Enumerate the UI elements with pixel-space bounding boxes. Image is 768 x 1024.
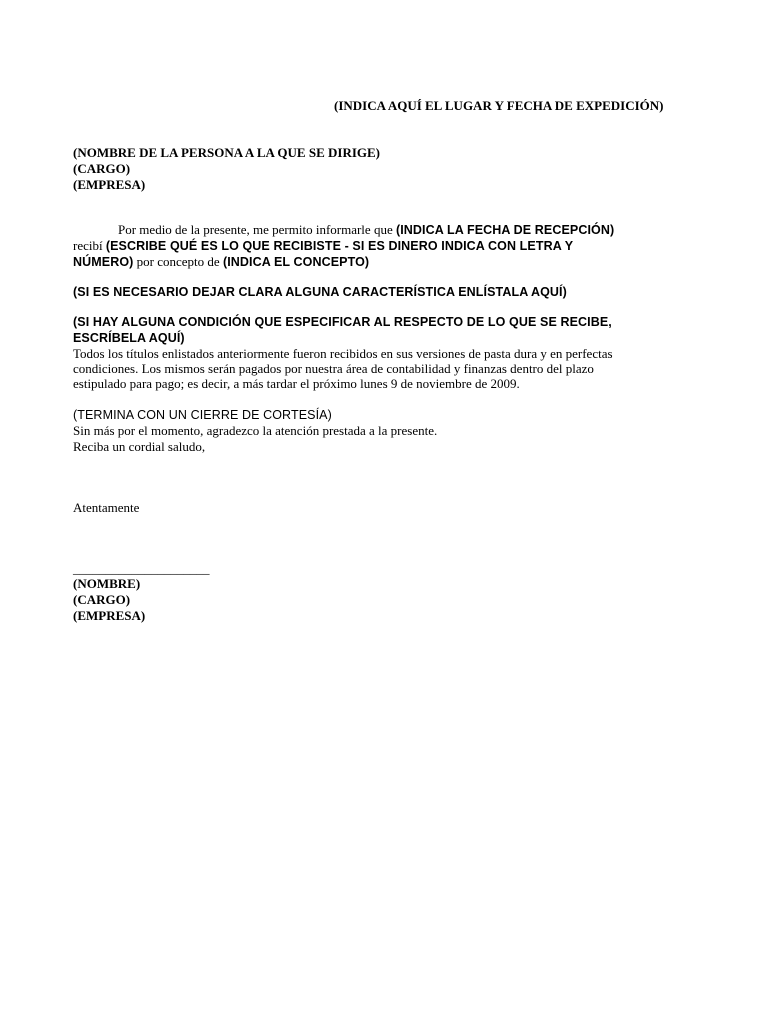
body-paragraph-4-line-2: condiciones. Los mismos serán pagados por nuestra área de contabilidad y finanzas dentro del plazo bbox=[73, 361, 594, 376]
body-text: recibí bbox=[73, 238, 106, 253]
placeholder-concept: (INDICA EL CONCEPTO) bbox=[222, 255, 370, 269]
body-paragraph-1-line-3 bbox=[73, 254, 369, 270]
body-paragraph-1-line-1 bbox=[118, 222, 614, 238]
placeholder-conditions-line-1: (SI HAY ALGUNA CONDICIÓN QUE ESPECIFICAR AL RESPECTO DE LO QUE SE RECIBE, bbox=[73, 315, 612, 329]
body-text: por concepto de bbox=[133, 254, 223, 269]
closing-line-2: Reciba un cordial saludo, bbox=[73, 439, 206, 454]
signature-position: (CARGO) bbox=[73, 592, 131, 607]
place-date-line: (INDICA AQUÍ EL LUGAR Y FECHA DE EXPEDICIÓN) bbox=[334, 98, 664, 113]
signature-line: _____________________ bbox=[73, 561, 210, 576]
closing-line-1: Sin más por el momento, agradezco la atención prestada a la presente. bbox=[73, 423, 438, 438]
signature-name: (NOMBRE) bbox=[73, 576, 141, 591]
recipient-company: (EMPRESA) bbox=[73, 177, 146, 192]
placeholder-conditions-line-2: ESCRÍBELA AQUÍ) bbox=[73, 331, 185, 345]
placeholder-reception-date: (INDICA LA FECHA DE RECEPCIÓN) bbox=[395, 223, 615, 237]
placeholder-received-item-cont: NÚMERO) bbox=[73, 255, 134, 269]
body-paragraph-1-line-2 bbox=[73, 238, 573, 254]
signature-company: (EMPRESA) bbox=[73, 608, 146, 623]
recipient-name: (NOMBRE DE LA PERSONA A LA QUE SE DIRIGE) bbox=[73, 145, 381, 160]
body-text: Por medio de la presente, me permito informarle que bbox=[118, 222, 396, 237]
placeholder-received-item: (ESCRIBE QUÉ ES LO QUE RECIBISTE - SI ES DINERO INDICA CON LETRA Y bbox=[105, 239, 574, 253]
body-paragraph-4-line-1: Todos los títulos enlistados anteriormente fueron recibidos en sus versiones de pasta dura y en perfectas bbox=[73, 346, 613, 361]
farewell: Atentamente bbox=[73, 500, 140, 515]
closing-note: (TERMINA CON UN CIERRE DE CORTESÍA) bbox=[73, 408, 332, 422]
body-paragraph-4-line-3: estipulado para pago; es decir, a más tardar el próximo lunes 9 de noviembre de 2009. bbox=[73, 376, 520, 391]
placeholder-characteristics: (SI ES NECESARIO DEJAR CLARA ALGUNA CARACTERÍSTICA ENLÍSTALA AQUÍ) bbox=[73, 285, 567, 299]
recipient-position: (CARGO) bbox=[73, 161, 131, 176]
